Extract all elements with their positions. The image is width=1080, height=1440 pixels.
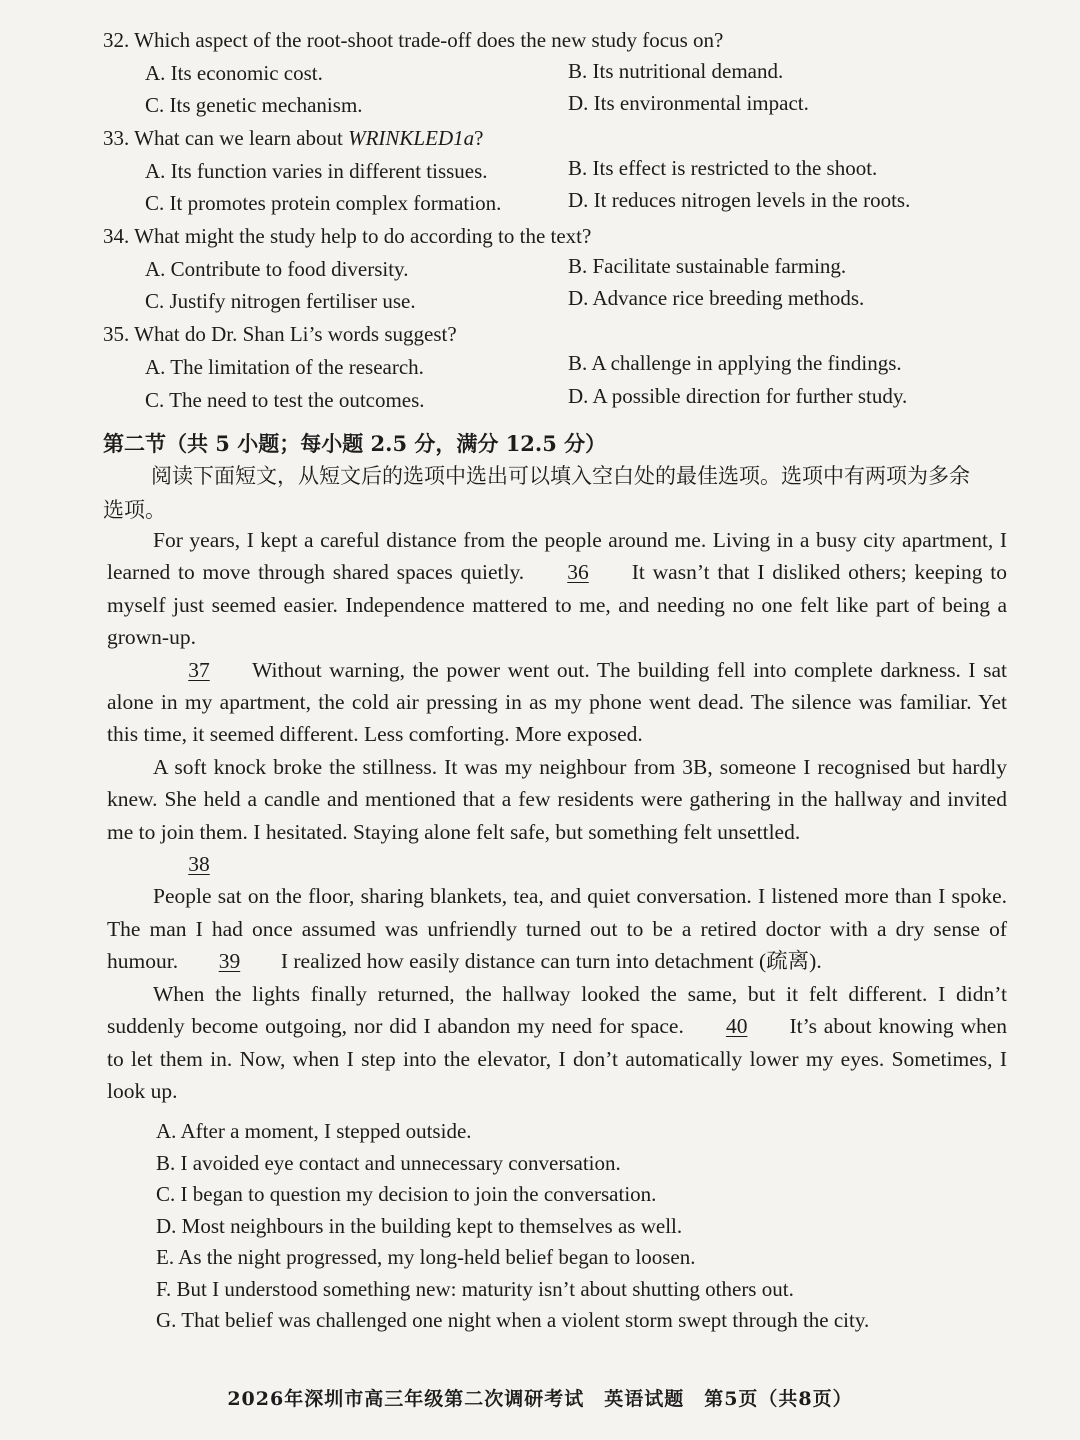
question-35-option-b: B. A challenge in applying the findings. [568,351,902,375]
paragraph-1 [107,524,1007,654]
paragraph-5 [107,978,1007,1108]
question-34-option-d: D. Advance rice breeding methods. [568,286,865,310]
question-32-option-d: D. Its environmental impact. [568,91,809,115]
reading-passage [107,524,1007,1107]
question-35-option-a: A. The limitation of the research. [145,355,424,379]
paragraph-1-text-a: For years, I kept a careful distance from the people around me. Living in a busy city apartment, I learned to move through shared spaces quietly. [107,528,1007,585]
question-33-stem-suffix: ? [474,126,484,150]
choice-c: C. I began to question my decision to join the conversation. [156,1182,657,1206]
question-32-option-a: A. Its economic cost. [145,61,323,85]
choice-g: G. That belief was challenged one night when a violent storm swept through the city. [156,1308,870,1332]
question-33-option-c: C. It promotes protein complex formation. [145,191,502,215]
question-34-option-c: C. Justify nitrogen fertiliser use. [145,289,416,313]
question-35-option-c: C. The need to test the outcomes. [145,388,425,412]
paragraph-5-text-b: It’s about knowing when to let them in. Now, when I step into the elevator, I don’t automatically lower my eyes. Sometimes, I look up. [107,1014,1008,1103]
question-34-option-b: B. Facilitate sustainable farming. [568,254,847,278]
answer-choices [156,1116,869,1337]
gene-name: WRINKLED1a [348,126,475,150]
paragraph-4-text-a: People sat on the floor, sharing blankets, tea, and quiet conversation. I listened more than I spoke. The man I had once assumed was unfriendly turned out to be a retired doctor with a dry sense of humour. [107,884,1007,974]
blank-40: 40 [725,1014,748,1039]
blank-36: 36 [567,560,589,585]
question-33-option-a: A. Its function varies in different tissues. [145,159,488,183]
section-title: 第二节（共 5 小题；每小题 2.5 分，满分 12.5 分） [103,431,607,456]
paragraph-4-text-b: I realized how easily distance can turn into detachment (疏离). [280,949,822,974]
choice-e: E. As the night progressed, my long-held belief began to loosen. [156,1245,696,1269]
question-33-stem-prefix: 33. What can we learn about [103,126,349,150]
blank-39: 39 [218,949,241,974]
paragraph-3-text: A soft knock broke the stillness. It was my neighbour from 3B, someone I recognised but hardly knew. She held a candle and mentioned that a few residents were gathering in the hallway and invited me to join them. I hesitated. Staying alone felt safe, but something felt unsettled. [107,754,1007,844]
paragraph-blank-38 [107,848,1007,880]
choice-d: D. Most neighbours in the building kept to themselves as well. [156,1213,683,1238]
question-35-option-d: D. A possible direction for further study. [568,384,908,408]
blank-38: 38 [188,852,210,877]
section-instructions: 阅读下面短文，从短文后的选项中选出可以填入空白处的最佳选项。选项中有两项为多余选项。 [103,464,970,522]
choice-f: F. But I understood something new: maturity isn’t about shutting others out. [156,1276,794,1301]
question-34-stem: 34. What might the study help to do according to the text? [103,224,592,248]
paragraph-2-text: Without warning, the power went out. The building fell into complete darkness. I sat alone in my apartment, the cold air pressing in as my phone went dead. The silence was familiar. Yet this time, it seemed different. Less comforting. More exposed. [107,657,1007,747]
blank-37: 37 [188,657,210,682]
question-33-stem [103,124,483,152]
choice-a: A. After a moment, I stepped outside. [156,1119,472,1143]
question-33-option-b: B. Its effect is restricted to the shoot. [568,156,878,180]
question-35-stem: 35. What do Dr. Shan Li’s words suggest? [103,322,457,346]
page-footer: 2026年深圳市高三年级第二次调研考试 英语试题 第5页（共8页） [227,1388,853,1410]
question-33-option-d: D. It reduces nitrogen levels in the roots. [568,188,911,212]
question-32-option-c: C. Its genetic mechanism. [145,93,363,117]
paragraph-4 [107,880,1007,977]
question-34-option-a: A. Contribute to food diversity. [145,257,409,281]
question-32-stem: 32. Which aspect of the root-shoot trade-off does the new study focus on? [103,28,724,52]
paragraph-3 [107,751,1007,848]
choice-b: B. I avoided eye contact and unnecessary conversation. [156,1150,621,1175]
paragraph-5-text-a: When the lights finally returned, the hallway looked the same, but it felt different. I didn’t suddenly become outgoing, nor did I abandon my need for space. [107,981,1007,1039]
paragraph-1-text-b: It wasn’t that I disliked others; keeping to myself just seemed easier. Independence mattered to me, and needing no one felt like part of being a grown-up. [107,560,1008,650]
paragraph-2 [107,654,1007,751]
question-32-option-b: B. Its nutritional demand. [568,59,784,83]
